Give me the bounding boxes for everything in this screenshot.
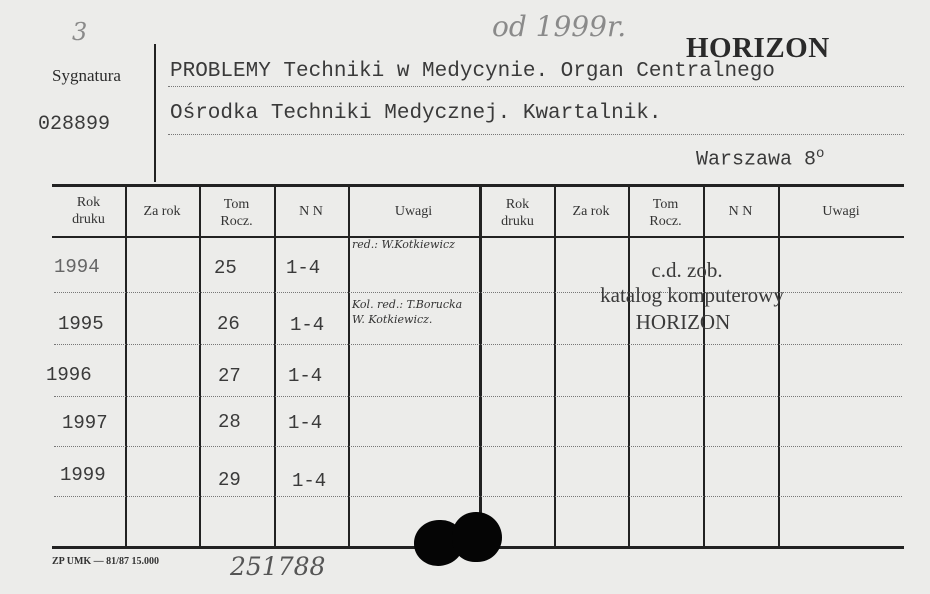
stamp-catalog: katalog komputerowy [600, 283, 784, 307]
row-separator [54, 496, 902, 497]
accession-number: 251788 [230, 552, 326, 581]
row-1995-nn: 1-4 [290, 314, 325, 336]
col-divider-center [479, 186, 482, 548]
note-editorial-board-1: Kol. red.: T.Borucka [352, 298, 463, 311]
header-za-rok-right: Za rok [572, 204, 610, 219]
header-rok-druku-left: Rok druku [72, 195, 105, 227]
header-rok-druku-right: Rok druku [501, 197, 534, 229]
row-1999-tom: 29 [218, 469, 241, 491]
row-1997-year: 1997 [62, 412, 108, 434]
row-1994-year: 1994 [54, 256, 100, 278]
stamp-horizon: HORIZON [635, 310, 731, 334]
print-code: ZP UMK — 81/87 15.000 [52, 556, 159, 567]
row-1999-nn: 1-4 [292, 470, 327, 492]
format-degree: o [816, 146, 825, 162]
row-1995-tom: 26 [217, 313, 240, 335]
col-divider-3 [274, 186, 276, 548]
row-1997-tom: 28 [218, 411, 241, 433]
title-line-1: PROBLEMY Techniki w Medycynie. Organ Centralnego [170, 60, 775, 83]
note-editorial-board-2: W. Kotkiewicz. [352, 313, 433, 326]
col-divider-8 [703, 186, 705, 548]
row-separator [54, 344, 902, 345]
col-divider-1 [125, 186, 127, 548]
header-uwagi-right: Uwagi [822, 204, 860, 219]
header-tom-rocz-right: Tom Rocz. [649, 197, 682, 229]
row-1994-nn: 1-4 [286, 257, 321, 279]
signature-divider [154, 44, 156, 182]
row-1996-nn: 1-4 [288, 365, 323, 387]
row-1997-nn: 1-4 [288, 412, 323, 434]
row-separator [54, 396, 902, 397]
table-header-border [52, 236, 904, 238]
header-tom-rocz-left: Tom Rocz. [220, 197, 253, 229]
signature-label: Sygnatura [52, 66, 121, 85]
header-uwagi-left: Uwagi [394, 204, 433, 219]
title-line-2: Ośrodka Techniki Medycznej. Kwartalnik. [170, 102, 662, 125]
row-separator [54, 446, 902, 447]
table-top-border [52, 184, 904, 187]
col-divider-2 [199, 186, 201, 548]
col-divider-9 [778, 186, 780, 548]
corner-number: 3 [72, 18, 88, 46]
header-za-rok-left: Za rok [143, 204, 181, 219]
since-note: od 1999r. [492, 10, 627, 43]
note-editor: red.: W.Kotkiewicz [352, 238, 455, 251]
row-1996-year: 1996 [46, 364, 92, 386]
header-nn-left: N N [299, 204, 323, 219]
stamp-continuation: c.d. zob. [651, 258, 723, 282]
row-1996-tom: 27 [218, 365, 241, 387]
horizon-mark: HORIZON [686, 32, 830, 64]
col-divider-6 [554, 186, 556, 548]
place-format [696, 146, 824, 172]
title-dotted-line-1 [168, 86, 904, 87]
row-1994-tom: 25 [214, 257, 237, 279]
row-1999-year: 1999 [60, 464, 106, 486]
place-text: Warszawa 8 [696, 148, 817, 172]
signature-value: 028899 [38, 113, 111, 136]
ink-blot [452, 512, 502, 562]
col-divider-7 [628, 186, 630, 548]
title-dotted-line-2 [168, 134, 904, 135]
row-1995-year: 1995 [58, 313, 104, 335]
header-nn-right: N N [728, 204, 753, 219]
col-divider-4 [348, 186, 350, 548]
